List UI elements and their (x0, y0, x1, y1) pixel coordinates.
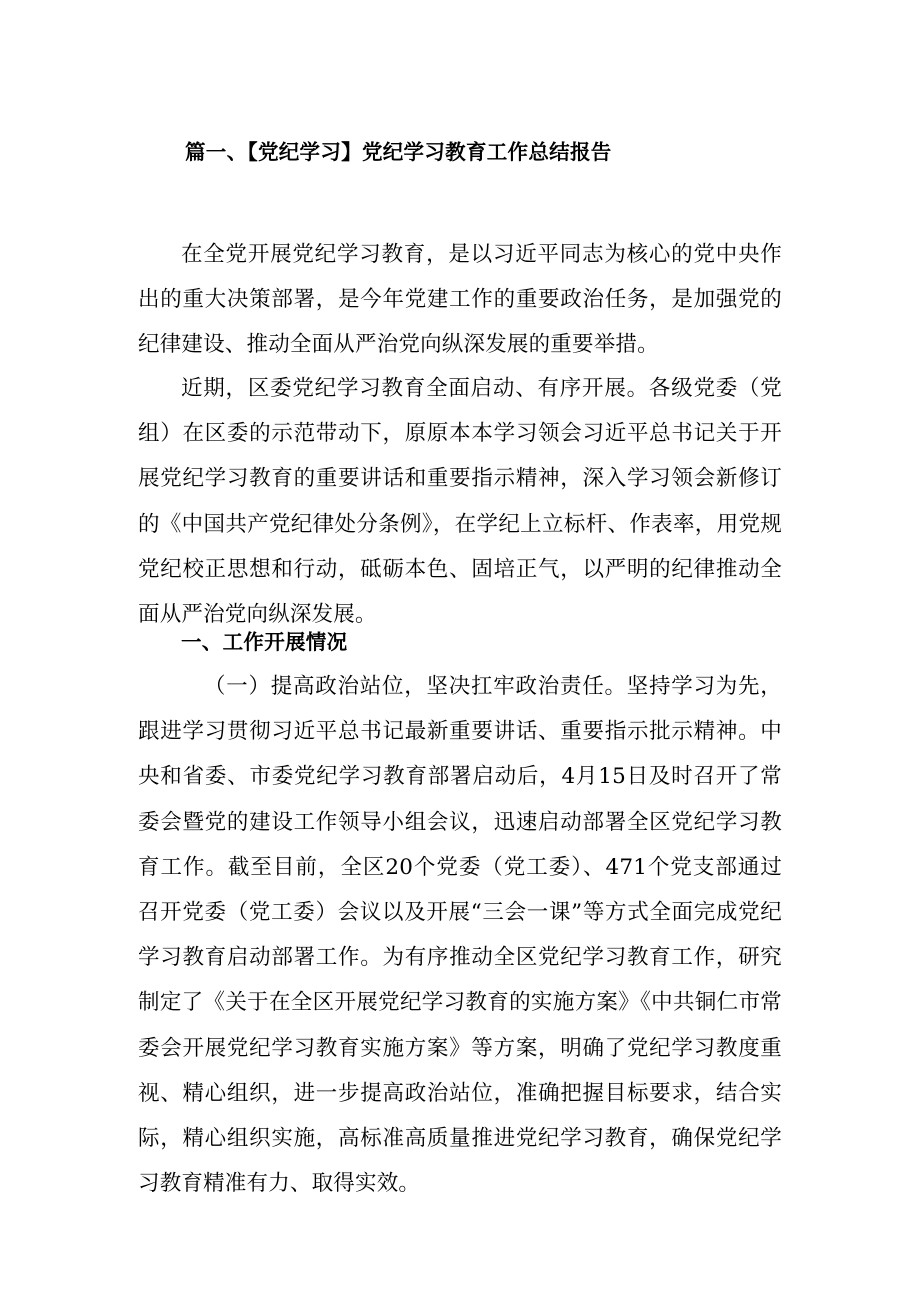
body-paragraph-2: 近期，区委党纪学习教育全面启动、有序开展。各级党委（党组）在区委的示范带动下，原原本本学习领会习近平总书记关于开展党纪学习教育的重要讲话和重要指示精神，深入学习领会新修订的《中国共产党纪律处分条例》，在学纪上立标杆、作表率，用党规党纪校正思想和行动，砥砺本色、固培正气，以严明的纪律推动全面从严治党向纵深发展。 (138, 376, 782, 628)
body-paragraph-1: 在全党开展党纪学习教育，是以习近平同志为核心的党中央作出的重大决策部署，是今年党建工作的重要政治任务，是加强党的纪律建设、推动全面从严治党向纵深发展的重要举措。 (138, 242, 782, 358)
section-heading: 一、工作开展情况 (181, 630, 348, 654)
section-paragraph-1: （一）提高政治站位，坚决扛牢政治责任。坚持学习为先，跟进学习贯彻习近平总书记最新重要讲话、重要指示批示精神。中央和省委、市委党纪学习教育部署启动后，4月15日及时召开了常委会暨党的建设工作领导小组会议，迅速启动部署全区党纪学习教育工作。截至目前，全区20个党委（党工委）、471个党支部通过召开党委（党工委）会议以及开展“三会一课”等方式全面完成党纪学习教育启动部署工作。为有序推动全区党纪学习教育工作，研究制定了《关于在全区开展党纪学习教育的实施方案》《中共铜仁市常委会开展党纪学习教育实施方案》等方案，明确了党纪学习教度重视、精心组织，进一步提高政治站位，准确把握目标要求，结合实际，精心组织实施，高标准高质量推进党纪学习教育，确保党纪学习教育精准有力、取得实效。 (138, 674, 782, 1197)
document-title: 篇一、【党纪学习】党纪学习教育工作总结报告 (185, 140, 612, 164)
